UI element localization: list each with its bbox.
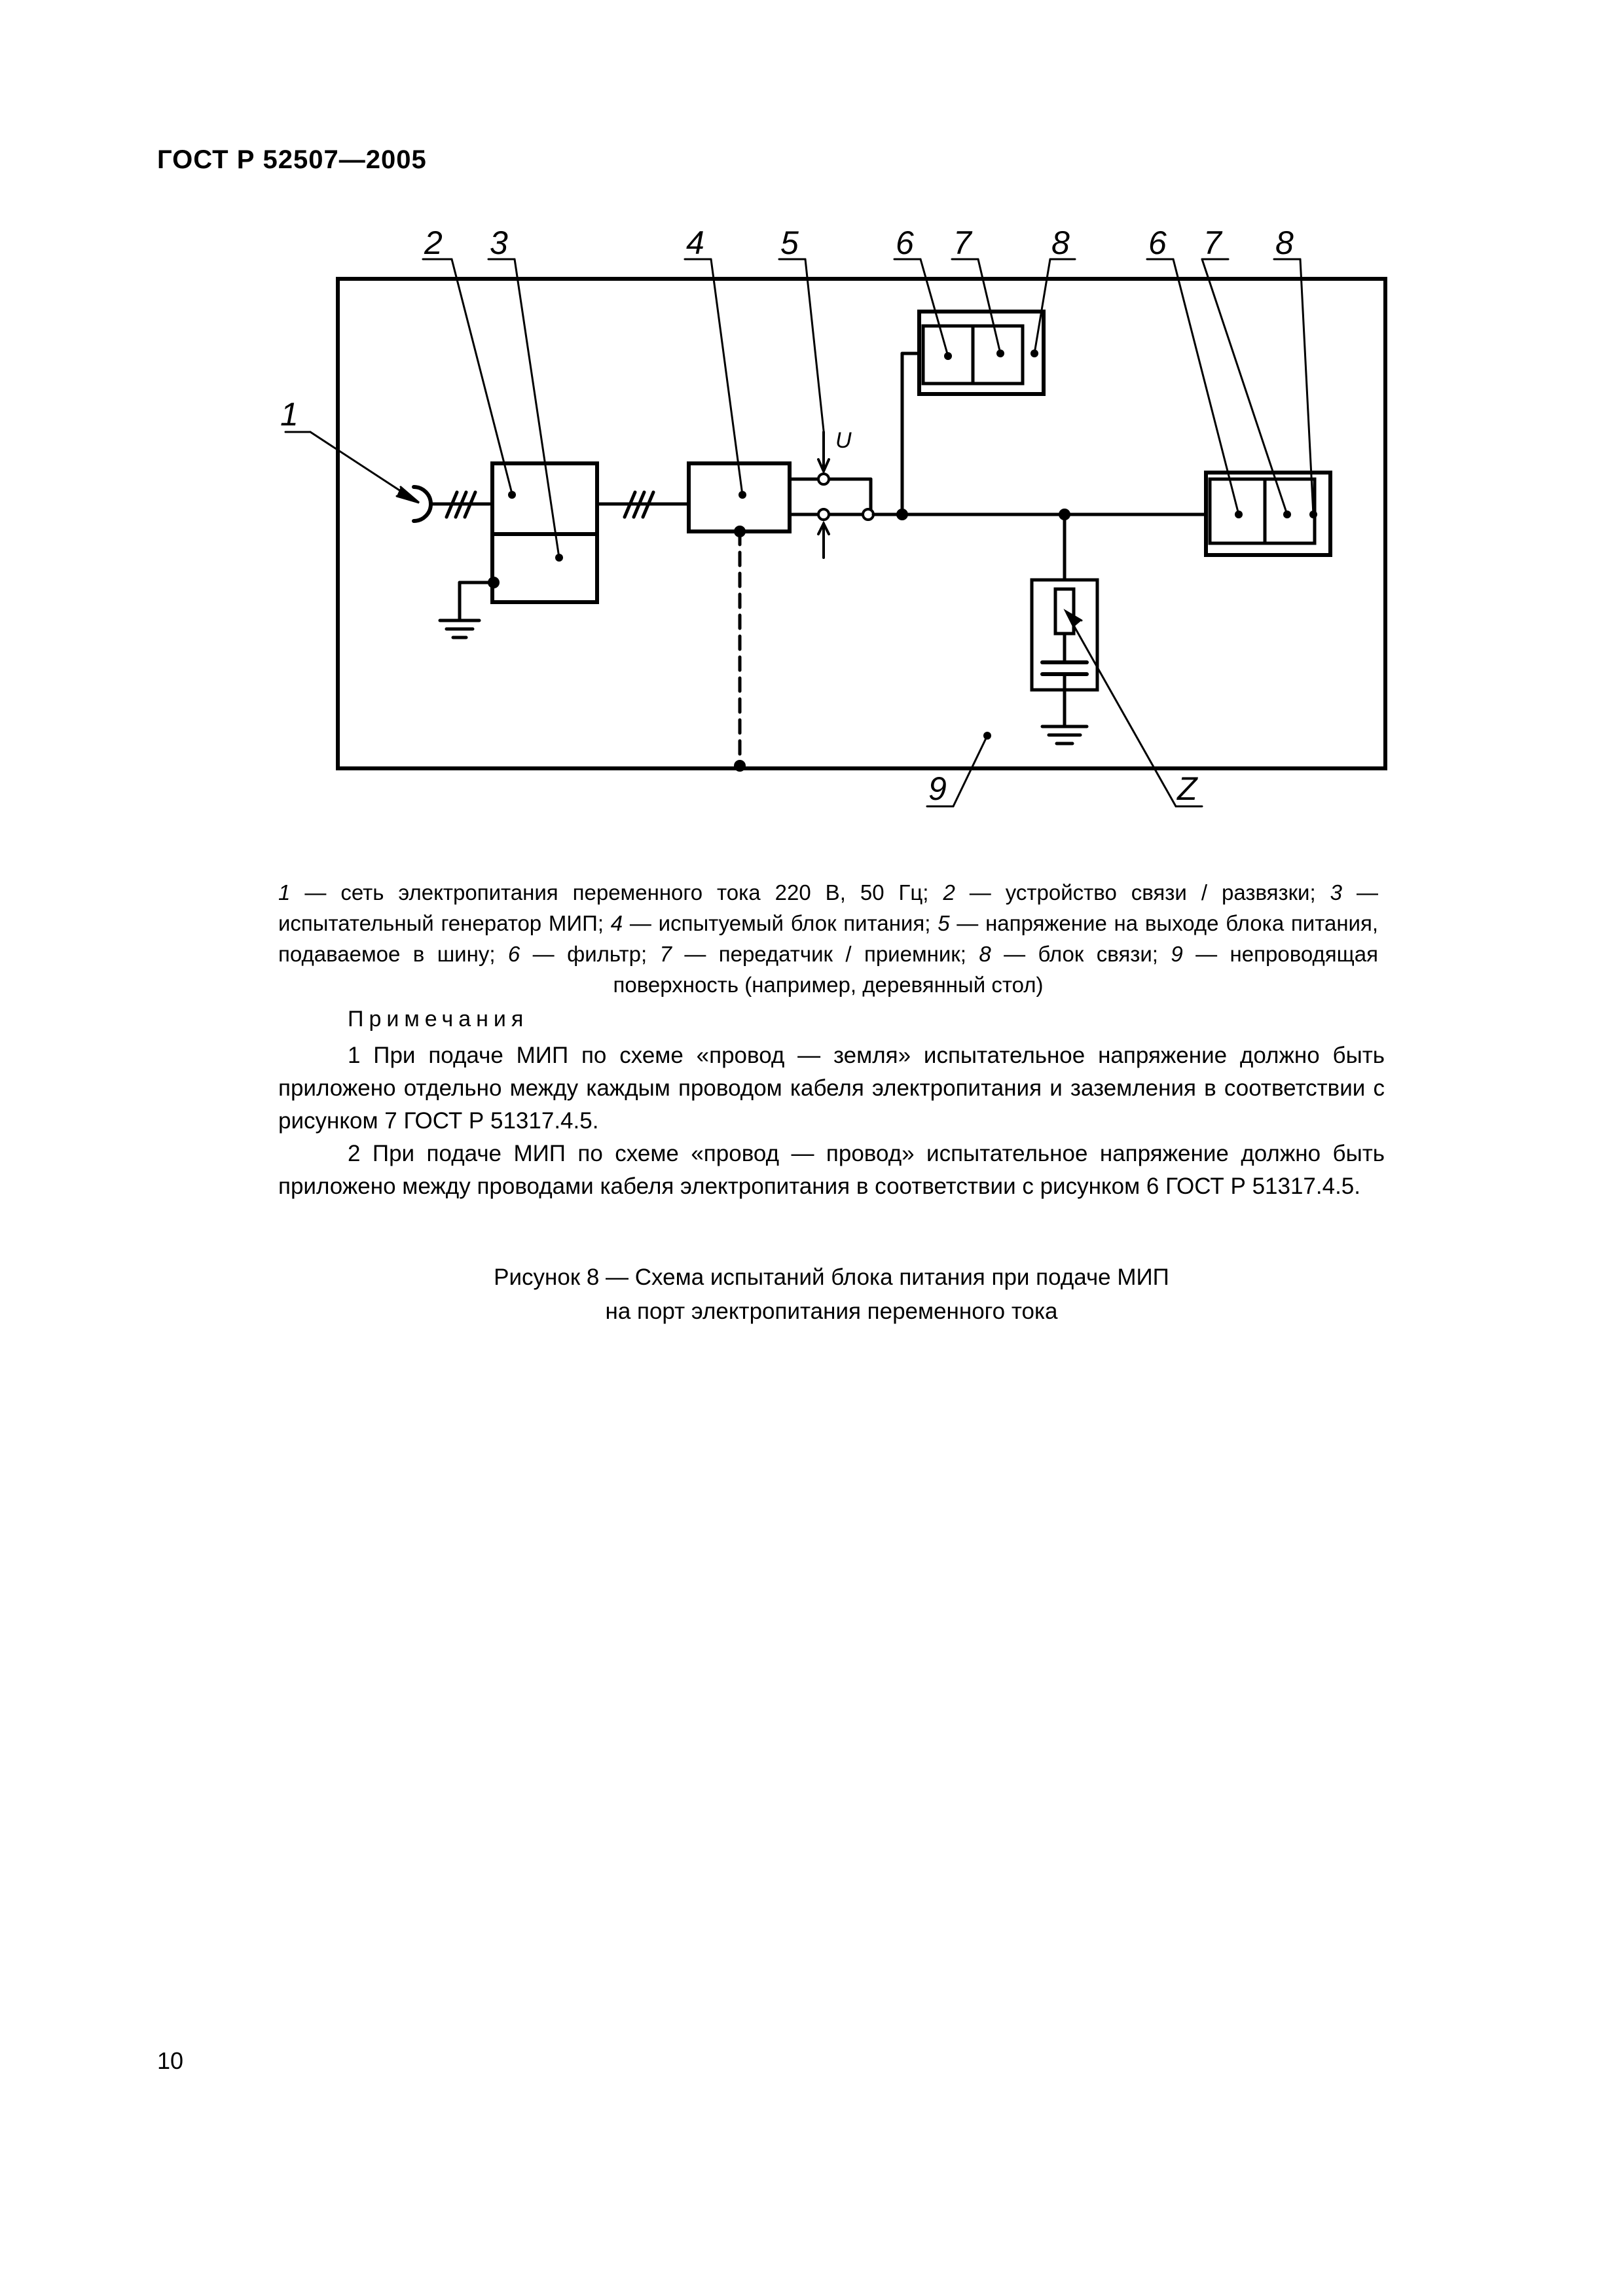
caption-line-1: Рисунок 8 — Схема испытаний блока питания при подаче МИП	[494, 1265, 1169, 1290]
output-terminal-bottom	[818, 509, 829, 520]
legend-item: 8 — блок связи;	[979, 942, 1158, 966]
caption-line-2: на порт электропитания переменного тока	[605, 1299, 1058, 1324]
note-2: 2 При подаче МИП по схеме «провод — провод» испытательное напряжение должно быть приложено между проводами кабеля электропитания в соответствии с рисунком 6 ГОСТ Р 51317.4.5.	[278, 1141, 1385, 1199]
label-5: 5	[780, 224, 799, 261]
test-setup-diagram	[0, 0, 1623, 870]
legend-item: 6 — фильтр;	[507, 942, 647, 966]
legend-item: 4 — испытуемый блок питания;	[610, 911, 931, 935]
figure-legend	[278, 877, 1378, 1000]
legend-item: 3 — испытательный генератор МИП;	[278, 880, 1378, 935]
legend-item: 5 — напряжение на выходе блока питания, подаваемое в шину;	[278, 911, 1379, 966]
transceiver-right	[1265, 479, 1315, 543]
notes-title: Примечания	[348, 1007, 529, 1031]
voltage-label: U	[835, 428, 852, 453]
legend-item: 1 — сеть электропитания переменного тока 220 В, 50 Гц;	[278, 880, 929, 905]
figure-caption	[278, 1261, 1385, 1329]
label-8-right: 8	[1275, 224, 1294, 261]
label-2: 2	[424, 224, 443, 261]
label-7-top: 7	[953, 224, 972, 261]
label-7-right: 7	[1203, 224, 1222, 261]
label-1: 1	[280, 396, 299, 433]
note-1: 1 При подаче МИП по схеме «провод — земля» испытательное напряжение должно быть приложено отдельно между каждым проводом кабеля электропитания и заземления в соответствии с рисунком 7 ГОСТ Р 51317.4.5.	[278, 1043, 1385, 1134]
label-9: 9	[928, 770, 947, 807]
coupling-decoupling-device	[492, 463, 597, 534]
legend-item: 7 — передатчик / приемник;	[659, 942, 966, 966]
label-6-right: 6	[1148, 224, 1167, 261]
label-4: 4	[686, 224, 704, 261]
label-6-top: 6	[896, 224, 914, 261]
label-3: 3	[490, 224, 508, 261]
legend-item: 9 — непроводящая поверхность (например, деревянный стол)	[613, 942, 1378, 997]
non-conductive-surface	[338, 279, 1385, 768]
resistor	[1055, 589, 1074, 634]
output-terminal-top	[818, 474, 829, 484]
page-number: 10	[157, 2047, 184, 2074]
legend-item: 2 — устройство связи / развязки;	[943, 880, 1316, 905]
label-8-top: 8	[1051, 224, 1070, 261]
surge-generator	[492, 534, 597, 602]
document-header: ГОСТ Р 52507—2005	[157, 145, 427, 174]
power-plug-symbol	[414, 487, 431, 521]
label-z: Z	[1177, 770, 1197, 807]
coupling-unit-top	[919, 312, 1044, 394]
